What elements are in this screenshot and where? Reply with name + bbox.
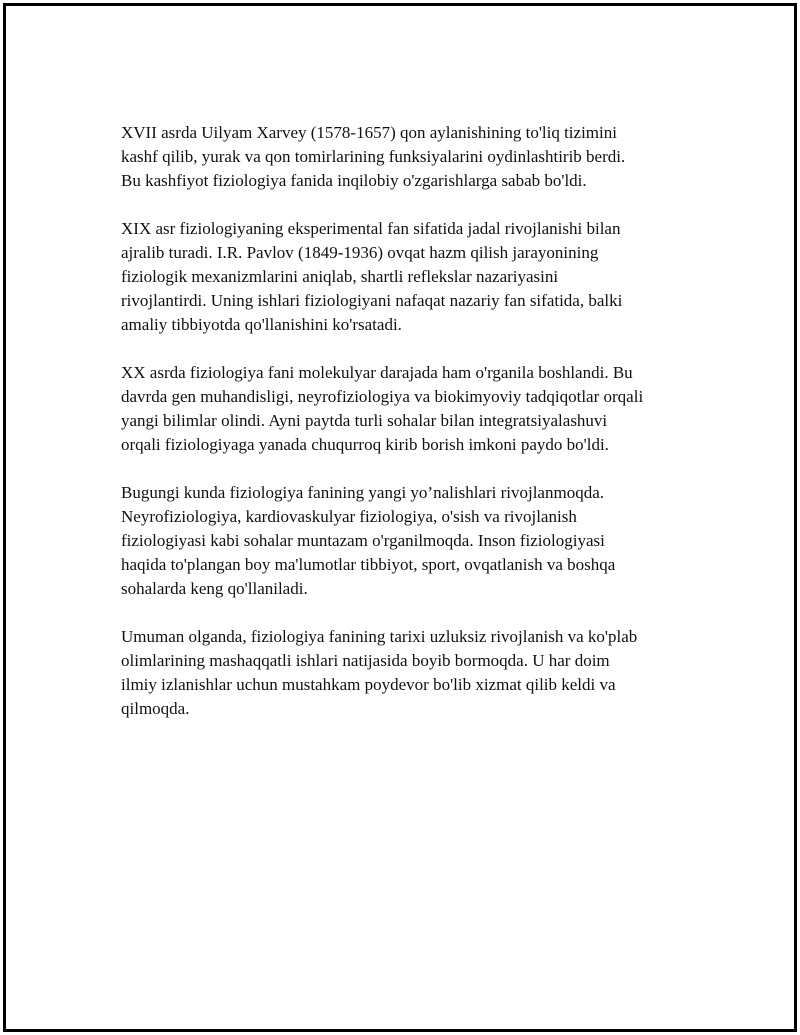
document-body bbox=[121, 121, 696, 745]
text-line: amaliy tibbiyotda qo'llanishini ko'rsatadi. bbox=[121, 315, 402, 334]
text-line: Bu kashfiyot fiziologiya fanida inqilobiy o'zgarishlarga sabab bo'ldi. bbox=[121, 171, 587, 190]
paragraph-twentieth-century bbox=[121, 361, 696, 457]
paragraph-pavlov bbox=[121, 217, 696, 337]
text-line: kashf qilib, yurak va qon tomirlarining funksiyalarini oydinlashtirib berdi. bbox=[121, 147, 626, 166]
text-line: olimlarining mashaqqatli ishlari natijasida boyib bormoqda. U har doim bbox=[121, 651, 610, 670]
paragraph-modern-directions bbox=[121, 481, 696, 601]
text-line: ajralib turadi. I.R. Pavlov (1849-1936) ovqat hazm qilish jarayonining bbox=[121, 243, 599, 262]
text-line: fiziologik mexanizmlarini aniqlab, shartli reflekslar nazariyasini bbox=[121, 267, 559, 286]
text-line: XVII asrda Uilyam Xarvey (1578-1657) qon aylanishining to'liq tizimini bbox=[121, 123, 617, 142]
text-line: ilmiy izlanishlar uchun mustahkam poydevor bo'lib xizmat qilib keldi va bbox=[121, 675, 616, 694]
text-line: Umuman olganda, fiziologiya fanining tarixi uzluksiz rivojlanish va ko'plab bbox=[121, 627, 638, 646]
text-line: XIX asr fiziologiyaning eksperimental fan sifatida jadal rivojlanishi bilan bbox=[121, 219, 621, 238]
paragraph-harvey bbox=[121, 121, 696, 193]
text-line: Neyrofiziologiya, kardiovaskulyar fiziologiya, o'sish va rivojlanish bbox=[121, 507, 577, 526]
text-line: XX asrda fiziologiya fani molekulyar darajada ham o'rganila boshlandi. Bu bbox=[121, 363, 633, 382]
page-border bbox=[3, 3, 797, 1032]
text-line: orqali fiziologiyaga yanada chuqurroq kirib borish imkoni paydo bo'ldi. bbox=[121, 435, 609, 454]
paragraph-conclusion bbox=[121, 625, 696, 721]
text-line: sohalarda keng qo'llaniladi. bbox=[121, 579, 308, 598]
text-line: yangi bilimlar olindi. Ayni paytda turli sohalar bilan integratsiyalashuvi bbox=[121, 411, 608, 430]
text-line: rivojlantirdi. Uning ishlari fiziologiyani nafaqat nazariy fan sifatida, balki bbox=[121, 291, 623, 310]
text-line: Bugungi kunda fiziologiya fanining yangi yo’nalishlari rivojlanmoqda. bbox=[121, 483, 604, 502]
text-line: fiziologiyasi kabi sohalar muntazam o'rganilmoqda. Inson fiziologiyasi bbox=[121, 531, 605, 550]
text-line: davrda gen muhandisligi, neyrofiziologiya va biokimyoviy tadqiqotlar orqali bbox=[121, 387, 644, 406]
text-line: qilmoqda. bbox=[121, 699, 190, 718]
text-line: haqida to'plangan boy ma'lumotlar tibbiyot, sport, ovqatlanish va boshqa bbox=[121, 555, 616, 574]
